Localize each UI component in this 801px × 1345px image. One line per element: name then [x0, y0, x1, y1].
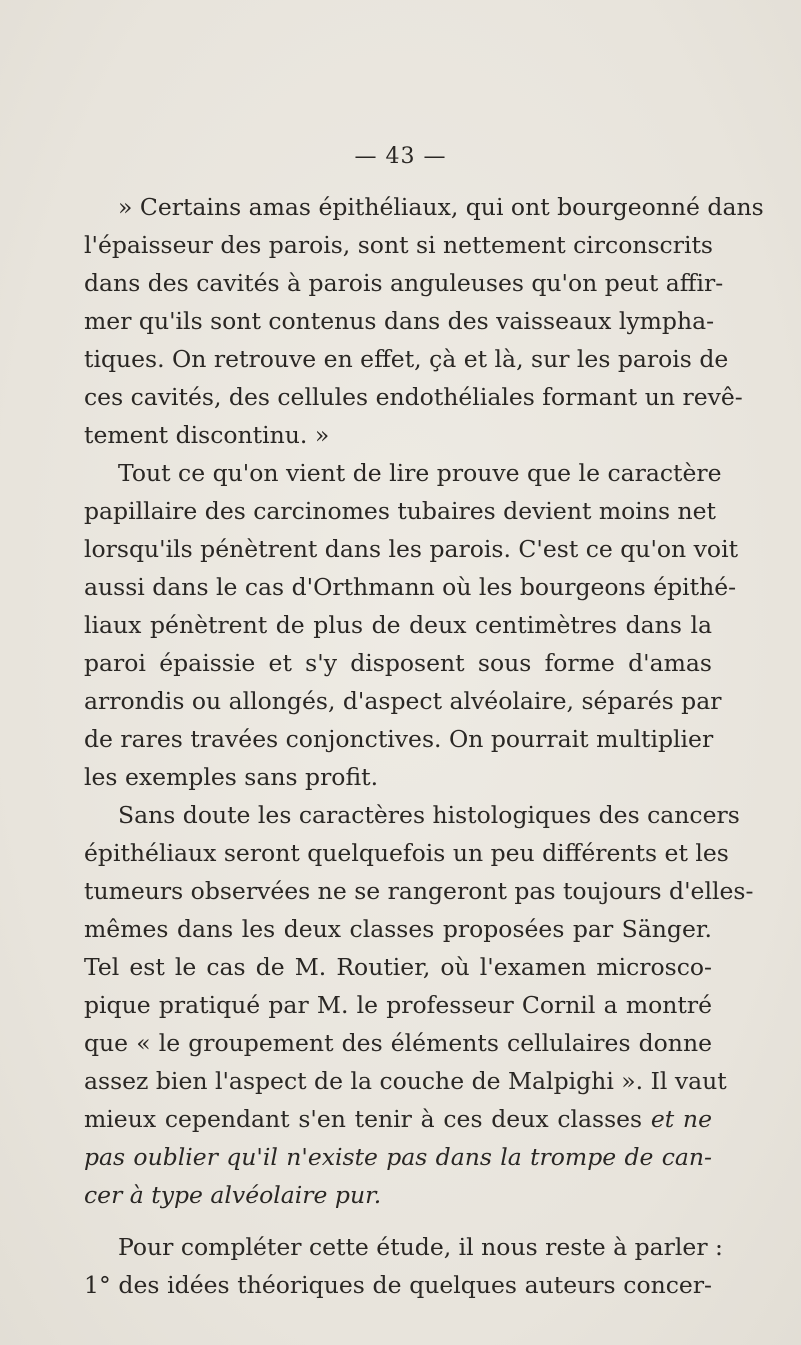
text-line: 1° des idées théoriques de quelques auteurs concer- — [84, 1271, 712, 1299]
text-line-italic — [84, 1142, 712, 1172]
text-line: que « le groupement des éléments cellulaires donne — [84, 1029, 712, 1057]
text-line: assez bien l'aspect de la couche de Malpighi ». Il vaut — [84, 1067, 727, 1095]
text-line: paroi épaissie et s'y disposent sous forme d'amas — [84, 649, 712, 677]
emphasis-segment: pas oublier qu'il n'existe pas dans la trompe de can- — [84, 1143, 712, 1171]
text-line: pique pratiqué par M. le professeur Cornil a montré — [84, 991, 712, 1019]
text-line: aussi dans le cas d'Orthmann où les bourgeons épithé- — [84, 573, 737, 601]
text-line-mixed — [84, 1104, 712, 1134]
text-line: les exemples sans profit. — [84, 763, 379, 791]
text-line: de rares travées conjonctives. On pourrait multiplier — [84, 725, 714, 753]
text-line-italic — [84, 1180, 712, 1210]
text-line: mer qu'ils sont contenus dans des vaisseaux lympha- — [84, 307, 715, 335]
text-line: Tout ce qu'on vient de lire prouve que le caractère — [118, 459, 722, 487]
text-line: Pour compléter cette étude, il nous reste à parler : — [118, 1233, 723, 1261]
text-line: liaux pénètrent de plus de deux centimètres dans la — [84, 611, 712, 639]
text-segment: mieux cependant s'en tenir à ces deux classes — [84, 1105, 643, 1133]
emphasis-segment: et ne — [650, 1105, 712, 1133]
text-line: ces cavités, des cellules endothéliales formant un revê- — [84, 383, 743, 411]
text-line: Sans doute les caractères histologiques des cancers — [118, 801, 740, 829]
text-line: tiques. On retrouve en effet, çà et là, sur les parois de — [84, 345, 729, 373]
emphasis-segment: cer à type alvéolaire pur. — [84, 1181, 382, 1209]
text-line: tumeurs observées ne se rangeront pas toujours d'elles- — [84, 877, 754, 905]
text-line: Tel est le cas de M. Routier, où l'examen microsco- — [84, 953, 712, 981]
text-line: mêmes dans les deux classes proposées par Sänger. — [84, 915, 712, 943]
page-number: — 43 — — [354, 144, 447, 169]
text-line: dans des cavités à parois anguleuses qu'on peut affir- — [84, 269, 724, 297]
text-line: » Certains amas épithéliaux, qui ont bourgeonné dans — [118, 193, 764, 221]
text-line: arrondis ou allongés, d'aspect alvéolaire, séparés par — [84, 687, 722, 715]
text-line: lorsqu'ils pénètrent dans les parois. C'est ce qu'on voit — [84, 535, 739, 563]
text-line: l'épaisseur des parois, sont si nettement circonscrits — [84, 231, 713, 259]
text-line: papillaire des carcinomes tubaires devient moins net — [84, 497, 716, 525]
text-line: tement discontinu. » — [84, 421, 330, 449]
text-line: épithéliaux seront quelquefois un peu différents et les — [84, 839, 729, 867]
